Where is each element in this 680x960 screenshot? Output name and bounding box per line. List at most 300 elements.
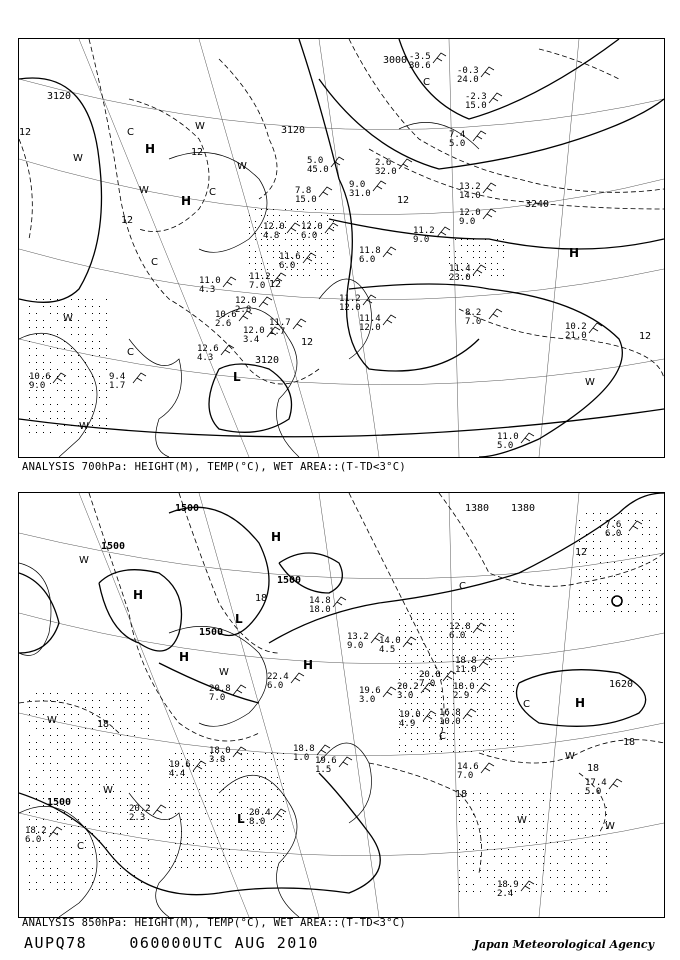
wet-dot [71,334,72,335]
wet-dot [113,763,114,764]
caption-700hpa: ANALYSIS 700hPa: HEIGHT(M), TEMP(°C), WET AREA::(T-TD<3°C) [22,461,407,473]
wet-dot [593,513,594,514]
wet-dot [50,875,51,876]
wet-dot [43,840,44,841]
wet-dot [106,397,107,398]
wet-dot [593,604,594,605]
wet-dot [106,889,107,890]
wet-dot [205,777,206,778]
station-temperature: 2.6 [375,158,392,168]
wet-dot [85,770,86,771]
wet-dot [471,649,472,650]
wet-dot [649,555,650,556]
wet-dot [235,861,236,862]
wet-dot [536,828,537,829]
wet-dot [495,745,496,746]
station-dewpoint-depression: 1.5 [315,765,332,775]
wet-dot [593,583,594,584]
wet-dot [483,733,484,734]
wet-dot [211,819,212,820]
wet-dot [85,805,86,806]
wet-dot [64,700,65,701]
wet-dot [247,843,248,844]
wet-dot [113,805,114,806]
wet-dot [229,867,230,868]
wet-dot [85,404,86,405]
wet-dot [477,745,478,746]
temp-label: 12 [19,127,32,138]
wet-dot [399,739,400,740]
station-dewpoint-depression: 4.4 [169,769,186,779]
wet-dot [148,721,149,722]
wet-dot [57,404,58,405]
wet-dot [85,411,86,412]
wet-dot [461,239,462,240]
wet-dot [99,313,100,314]
wet-dot [181,837,182,838]
cold-mark: C [151,257,158,268]
wet-dot [57,812,58,813]
wet-dot [585,842,586,843]
wet-dot [453,739,454,740]
wet-dot [327,263,328,264]
warm-mark: W [517,815,527,826]
wet-dot [127,784,128,785]
wet-dot [614,611,615,612]
wet-dot [120,861,121,862]
wet-dot [606,884,607,885]
wet-dot [656,611,657,612]
wet-dot [441,619,442,620]
station-dewpoint-depression: 2.6 [215,319,232,329]
wet-dot [607,590,608,591]
wet-dot [271,783,272,784]
wet-dot [193,819,194,820]
wet-dot [466,863,467,864]
wet-dot [501,828,502,829]
wet-dot [423,619,424,620]
station-dewpoint-depression: 14.0 [459,191,481,201]
wet-dot [92,383,93,384]
station-plot [409,52,446,71]
wet-dot [487,793,488,794]
station-dewpoint-depression: 6.0 [301,231,318,241]
wet-dot [606,877,607,878]
station-dewpoint-depression: 11.0 [455,665,477,675]
wet-dot [586,611,587,612]
wet-dot [141,756,142,757]
wet-dot [235,795,236,796]
station-temperature: 7.4 [449,130,466,140]
wet-dot [223,825,224,826]
wet-dot [479,245,480,246]
station-temperature: 18.0 [209,746,231,756]
wet-dot [411,703,412,704]
wet-dot [78,861,79,862]
wet-dot [235,765,236,766]
wet-dot [78,889,79,890]
wet-dot [321,245,322,246]
wet-dot [635,562,636,563]
wet-dot [217,783,218,784]
wet-dot [50,868,51,869]
wet-dot [43,784,44,785]
wet-dot [255,263,256,264]
wet-dot [586,562,587,563]
wet-dot [507,613,508,614]
wind-barb-icon [221,345,234,355]
wet-dot [85,791,86,792]
wet-dot [43,721,44,722]
wet-dot [29,707,30,708]
station-temperature: 11.4 [359,314,381,324]
station-dewpoint-depression: 32.0 [375,167,397,177]
wind-barb-icon [473,265,486,275]
wet-dot [99,756,100,757]
wet-dot [57,390,58,391]
wet-dot [513,625,514,626]
wet-dot [435,655,436,656]
wet-dot [50,882,51,883]
wet-dot [522,877,523,878]
station-dewpoint-depression: 24.0 [457,75,479,85]
wet-dot [429,709,430,710]
wet-dot [271,801,272,802]
wet-dot [71,397,72,398]
wet-dot [283,825,284,826]
wet-dot [241,801,242,802]
wet-dot [459,870,460,871]
wet-dot [57,889,58,890]
wet-dot [459,891,460,892]
wet-dot [92,749,93,750]
wet-dot [106,334,107,335]
wet-dot [50,735,51,736]
wet-dot [92,425,93,426]
wet-dot [249,245,250,246]
cold-mark: C [127,127,134,138]
station-temperature: 12.8 [449,622,471,632]
wet-dot [315,209,316,210]
wet-dot [543,891,544,892]
wet-dot [277,843,278,844]
wet-dot [187,855,188,856]
wet-dot [193,765,194,766]
wet-dot [253,759,254,760]
wet-dot [120,763,121,764]
wet-dot [543,856,544,857]
wet-dot [477,643,478,644]
wet-dot [229,807,230,808]
station-plot [375,158,412,177]
wet-dot [229,861,230,862]
wet-dot [279,215,280,216]
low-center-1: L [235,612,243,626]
wet-dot [429,625,430,626]
wind-barb-icon [259,297,272,307]
wet-dot [277,765,278,766]
wet-dot [85,397,86,398]
wet-dot [333,251,334,252]
station-dewpoint-depression: 45.0 [307,165,329,175]
wet-dot [635,590,636,591]
wet-dot [283,849,284,850]
wet-dot [515,793,516,794]
wet-dot [447,679,448,680]
wet-dot [473,251,474,252]
wet-dot [141,749,142,750]
wet-dot [71,390,72,391]
wet-dot [229,849,230,850]
warm-mark: W [139,185,149,196]
wet-dot [309,257,310,258]
wet-dot [36,418,37,419]
wet-dot [273,269,274,270]
wet-dot [106,798,107,799]
wet-dot [515,800,516,801]
wet-dot [57,847,58,848]
wind-barb-icon [383,247,396,257]
wet-dot [169,831,170,832]
wet-dot [99,735,100,736]
wet-dot [642,548,643,549]
wet-dot [99,418,100,419]
wind-barb-icon [521,881,534,891]
wet-dot [106,404,107,405]
wet-dot [471,613,472,614]
wet-dot [71,854,72,855]
wet-dot [57,882,58,883]
wet-dot [241,849,242,850]
wet-dot [494,800,495,801]
wet-dot [606,863,607,864]
wet-dot [211,783,212,784]
wet-dot [235,807,236,808]
wet-dot [127,882,128,883]
wet-dot [628,611,629,612]
height-label: 1500 [101,541,126,552]
wet-dot [564,877,565,878]
wet-dot [501,619,502,620]
wet-dot [50,327,51,328]
wet-dot [141,742,142,743]
wet-dot [423,631,424,632]
wet-dot [205,825,206,826]
wet-dot [57,306,58,307]
wet-dot [141,889,142,890]
wet-dot [43,327,44,328]
wet-dot [435,745,436,746]
wet-dot [78,404,79,405]
station-plots-850 [25,520,642,899]
wet-dot [423,625,424,626]
wet-dot [607,513,608,514]
wet-dot [187,819,188,820]
caption-850hpa: ANALYSIS 850hPa: HEIGHT(M), TEMP(°C), WET AREA::(T-TD<3°C) [22,917,407,929]
wind-barb-icon [383,687,396,697]
wet-dot [543,814,544,815]
station-temperature: 9.0 [349,180,366,190]
wet-dot [120,833,121,834]
wet-dot [497,245,498,246]
wet-dot [181,831,182,832]
wet-dot [43,320,44,321]
wet-dot [235,801,236,802]
wet-dot [495,721,496,722]
wet-dot [259,777,260,778]
wet-dot [649,520,650,521]
wet-dot [557,807,558,808]
station-dewpoint-depression: 7.0 [465,317,482,327]
wet-dot [447,733,448,734]
wet-dot [211,777,212,778]
wet-dot [43,875,44,876]
wet-dot [64,875,65,876]
wet-dot [435,733,436,734]
wet-dot [78,355,79,356]
wet-dot [522,870,523,871]
wet-dot [106,320,107,321]
station-plot [249,808,286,827]
wet-dot [495,715,496,716]
wet-dot [273,245,274,246]
wet-dot [564,842,565,843]
station-plot [295,186,332,205]
wet-dot [247,795,248,796]
wet-dot [148,756,149,757]
wet-dot [148,819,149,820]
wet-dot [417,667,418,668]
wet-dot [92,369,93,370]
wet-dot [600,513,601,514]
wet-dot [429,697,430,698]
station-temperature: 10.6 [215,310,237,320]
wet-dot [483,679,484,680]
wet-dot [508,793,509,794]
wet-dot [36,369,37,370]
wet-dot [592,849,593,850]
wet-dot [642,534,643,535]
wet-dot [141,763,142,764]
high-center-3: H [179,650,190,664]
wet-dot [29,770,30,771]
wet-dot [495,643,496,644]
wind-barb-icon [273,809,286,819]
wet-dot [141,798,142,799]
wet-dot [259,789,260,790]
wet-dot [495,625,496,626]
wet-dot [199,765,200,766]
wet-dot [315,257,316,258]
wind-barb-icon [287,223,300,233]
wet-dot [259,855,260,856]
wet-dot [480,821,481,822]
wind-barb-icon [473,131,486,141]
wet-dot [57,854,58,855]
wet-dot [656,576,657,577]
wet-dot [71,714,72,715]
wet-dot [507,637,508,638]
wet-dot [471,751,472,752]
wet-dot [585,870,586,871]
wet-dot [64,742,65,743]
wet-dot [148,861,149,862]
wet-dot [235,777,236,778]
wet-dot [64,355,65,356]
wet-dot [600,611,601,612]
wet-dot [399,751,400,752]
wet-dot [303,257,304,258]
wet-dot [99,882,100,883]
wet-dot [106,693,107,694]
wet-dot [78,327,79,328]
wet-dot [628,541,629,542]
wet-dot [557,884,558,885]
wet-dot [99,847,100,848]
wet-dot [461,257,462,258]
wet-dot [265,753,266,754]
wet-dot [578,835,579,836]
wet-dot [447,625,448,626]
wet-dot [253,795,254,796]
station-dewpoint-depression: 6.0 [279,261,296,271]
wet-dot [267,209,268,210]
wet-dot [205,783,206,784]
wet-dot [50,383,51,384]
wet-dot [50,742,51,743]
station-dewpoint-depression: 7.0 [457,771,474,781]
wet-dot [467,245,468,246]
wet-dot [303,215,304,216]
wet-dot [513,655,514,656]
wet-dot [99,819,100,820]
height-label: 1620 [609,679,634,690]
wet-dot [120,777,121,778]
wet-dot [614,590,615,591]
station-temperature: 12.0 [263,222,285,232]
wet-dot [57,714,58,715]
wet-dot [71,784,72,785]
station-dewpoint-depression: 2.3 [129,813,146,823]
wet-dot [247,849,248,850]
wet-dot [291,239,292,240]
wet-dot [453,733,454,734]
wet-dot [78,362,79,363]
wet-dot [327,233,328,234]
station-temperature: 13.2 [347,632,369,642]
wind-barb-icon [233,685,246,695]
wet-dot [64,714,65,715]
chart-panel-700hpa [18,38,665,458]
wet-dot [543,835,544,836]
wet-dot [217,765,218,766]
wet-dot [495,703,496,704]
wet-dot [399,655,400,656]
wet-dot [536,807,537,808]
wet-dot [169,825,170,826]
wet-dot [495,691,496,692]
wet-dot [71,721,72,722]
wet-dot [259,861,260,862]
wet-dot [656,583,657,584]
wet-dot [211,771,212,772]
wet-dot [99,791,100,792]
wet-dot [480,891,481,892]
wet-dot [441,631,442,632]
wet-dot [181,753,182,754]
wet-dot [429,745,430,746]
wet-dot [127,840,128,841]
